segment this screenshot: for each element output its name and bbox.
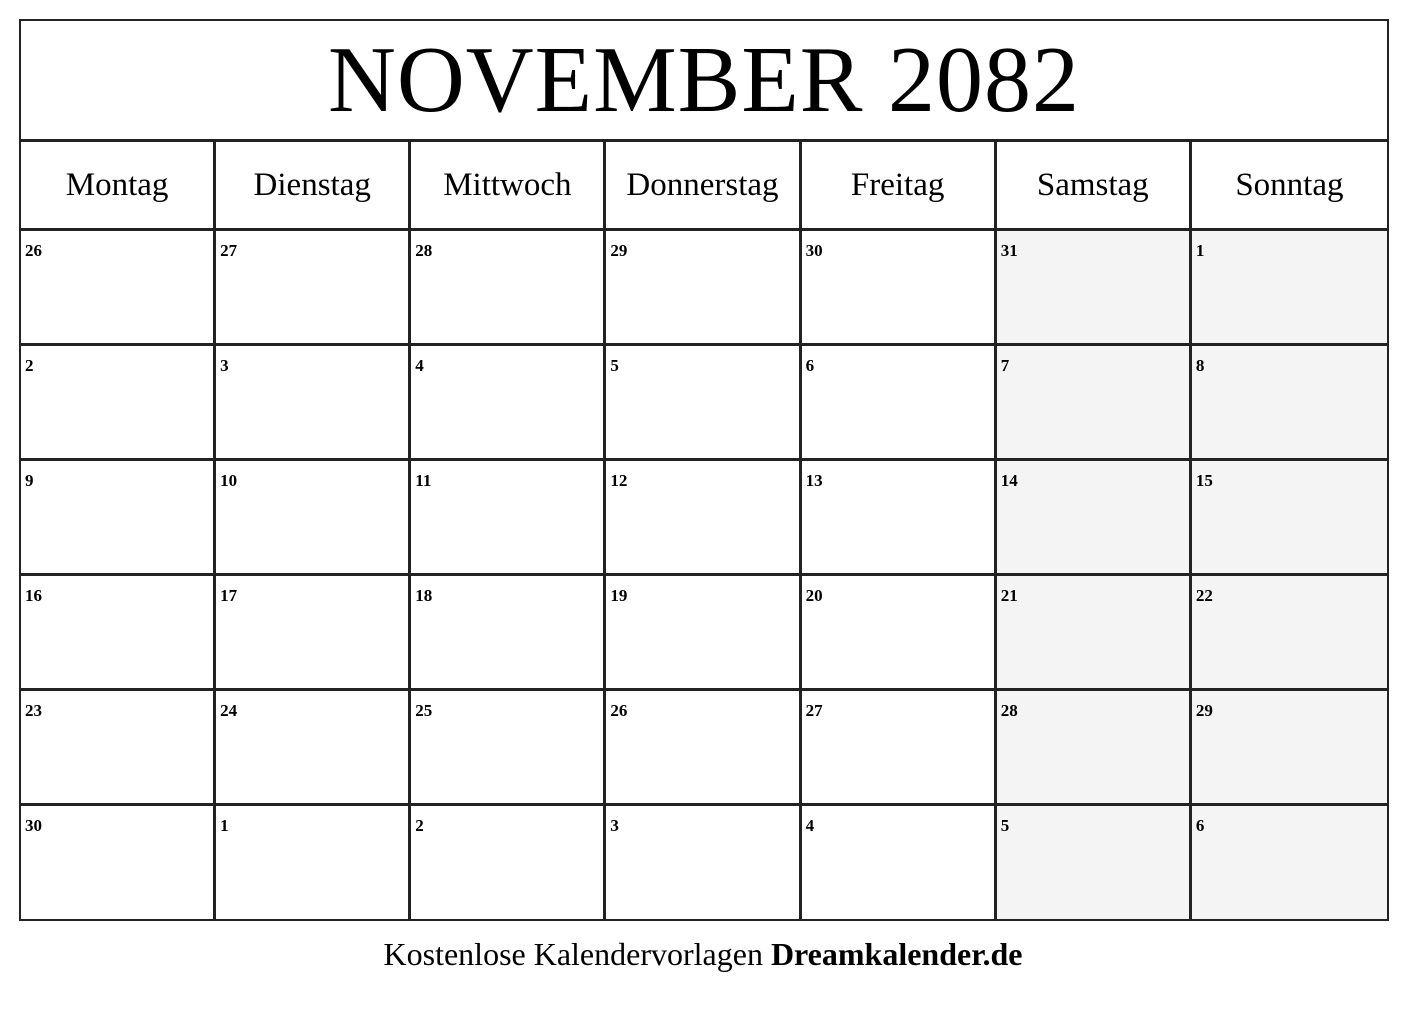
day-cell xyxy=(216,461,411,576)
day-number: 26 xyxy=(25,241,42,260)
day-number: 10 xyxy=(220,471,238,490)
day-cell xyxy=(1192,576,1387,691)
day-number: 29 xyxy=(1195,701,1213,720)
day-number: 24 xyxy=(220,701,238,720)
day-cell xyxy=(997,231,1192,346)
day-number: 18 xyxy=(415,586,433,605)
day-number: 20 xyxy=(805,586,823,605)
day-cell xyxy=(411,461,606,576)
day-number: 30 xyxy=(805,241,823,260)
day-cell xyxy=(802,576,997,691)
day-number: 19 xyxy=(610,586,628,605)
day-cell xyxy=(997,691,1192,806)
weekday-header-sunday: Sonntag xyxy=(1192,142,1387,231)
day-number: 23 xyxy=(25,701,42,720)
day-cell xyxy=(411,231,606,346)
weekday-header-tuesday: Dienstag xyxy=(216,142,411,231)
calendar-title: NOVEMBER 2082 xyxy=(21,21,1387,142)
day-cell xyxy=(802,691,997,806)
day-number: 5 xyxy=(1000,816,1010,835)
day-number: 4 xyxy=(415,356,424,375)
day-number: 11 xyxy=(415,471,432,490)
day-cell xyxy=(997,346,1192,461)
day-number: 21 xyxy=(1000,586,1018,605)
day-cell xyxy=(606,691,801,806)
day-cell xyxy=(1192,691,1387,806)
day-number: 5 xyxy=(610,356,619,375)
day-number: 14 xyxy=(1000,471,1018,490)
day-cell xyxy=(1192,231,1387,346)
day-cell xyxy=(606,231,801,346)
weekday-header-saturday: Samstag xyxy=(997,142,1192,231)
day-cell xyxy=(606,806,801,919)
day-cell xyxy=(21,691,216,806)
day-cell xyxy=(21,806,216,919)
day-cell xyxy=(411,346,606,461)
weekday-header-thursday: Donnerstag xyxy=(606,142,801,231)
day-number: 30 xyxy=(25,816,42,835)
day-number: 8 xyxy=(1195,356,1205,375)
day-number: 28 xyxy=(1000,701,1018,720)
calendar-grid xyxy=(21,142,1387,919)
day-cell xyxy=(21,231,216,346)
day-cell xyxy=(606,576,801,691)
footer-brand: Dreamkalender.de xyxy=(770,936,1023,972)
day-cell xyxy=(411,576,606,691)
day-cell xyxy=(411,691,606,806)
day-cell xyxy=(1192,461,1387,576)
day-number: 16 xyxy=(25,586,42,605)
day-number: 6 xyxy=(1195,816,1205,835)
day-cell xyxy=(21,346,216,461)
day-cell xyxy=(21,461,216,576)
day-cell xyxy=(802,461,997,576)
day-number: 29 xyxy=(610,241,628,260)
day-number: 25 xyxy=(415,701,433,720)
day-cell xyxy=(802,231,997,346)
day-cell xyxy=(216,806,411,919)
day-number: 26 xyxy=(610,701,628,720)
day-number: 9 xyxy=(25,471,34,490)
day-number: 28 xyxy=(415,241,433,260)
day-cell xyxy=(1192,346,1387,461)
day-cell xyxy=(411,806,606,919)
footer xyxy=(0,936,1406,973)
day-number: 7 xyxy=(1000,356,1010,375)
day-cell xyxy=(606,461,801,576)
day-cell xyxy=(216,691,411,806)
day-number: 2 xyxy=(25,356,34,375)
weekday-header-wednesday: Mittwoch xyxy=(411,142,606,231)
day-cell xyxy=(997,806,1192,919)
day-cell xyxy=(997,576,1192,691)
day-number: 3 xyxy=(220,356,229,375)
day-number: 31 xyxy=(1000,241,1018,260)
day-cell xyxy=(216,576,411,691)
day-number: 2 xyxy=(415,816,424,835)
day-number: 12 xyxy=(610,471,628,490)
day-number: 17 xyxy=(220,586,238,605)
day-cell xyxy=(997,461,1192,576)
day-cell xyxy=(802,346,997,461)
day-number: 1 xyxy=(1195,241,1205,260)
day-number: 6 xyxy=(805,356,815,375)
day-number: 4 xyxy=(805,816,815,835)
day-number: 1 xyxy=(220,816,229,835)
calendar xyxy=(19,19,1389,921)
day-number: 22 xyxy=(1195,586,1213,605)
day-cell xyxy=(606,346,801,461)
weekday-header-monday: Montag xyxy=(21,142,216,231)
day-cell xyxy=(802,806,997,919)
weekday-header-friday: Freitag xyxy=(802,142,997,231)
day-number: 27 xyxy=(220,241,238,260)
day-number: 15 xyxy=(1195,471,1213,490)
day-number: 3 xyxy=(610,816,619,835)
day-number: 27 xyxy=(805,701,823,720)
footer-text: Kostenlose Kalendervorlagen xyxy=(383,936,771,972)
day-cell xyxy=(1192,806,1387,919)
day-number: 13 xyxy=(805,471,823,490)
day-cell xyxy=(216,346,411,461)
day-cell xyxy=(216,231,411,346)
day-cell xyxy=(21,576,216,691)
